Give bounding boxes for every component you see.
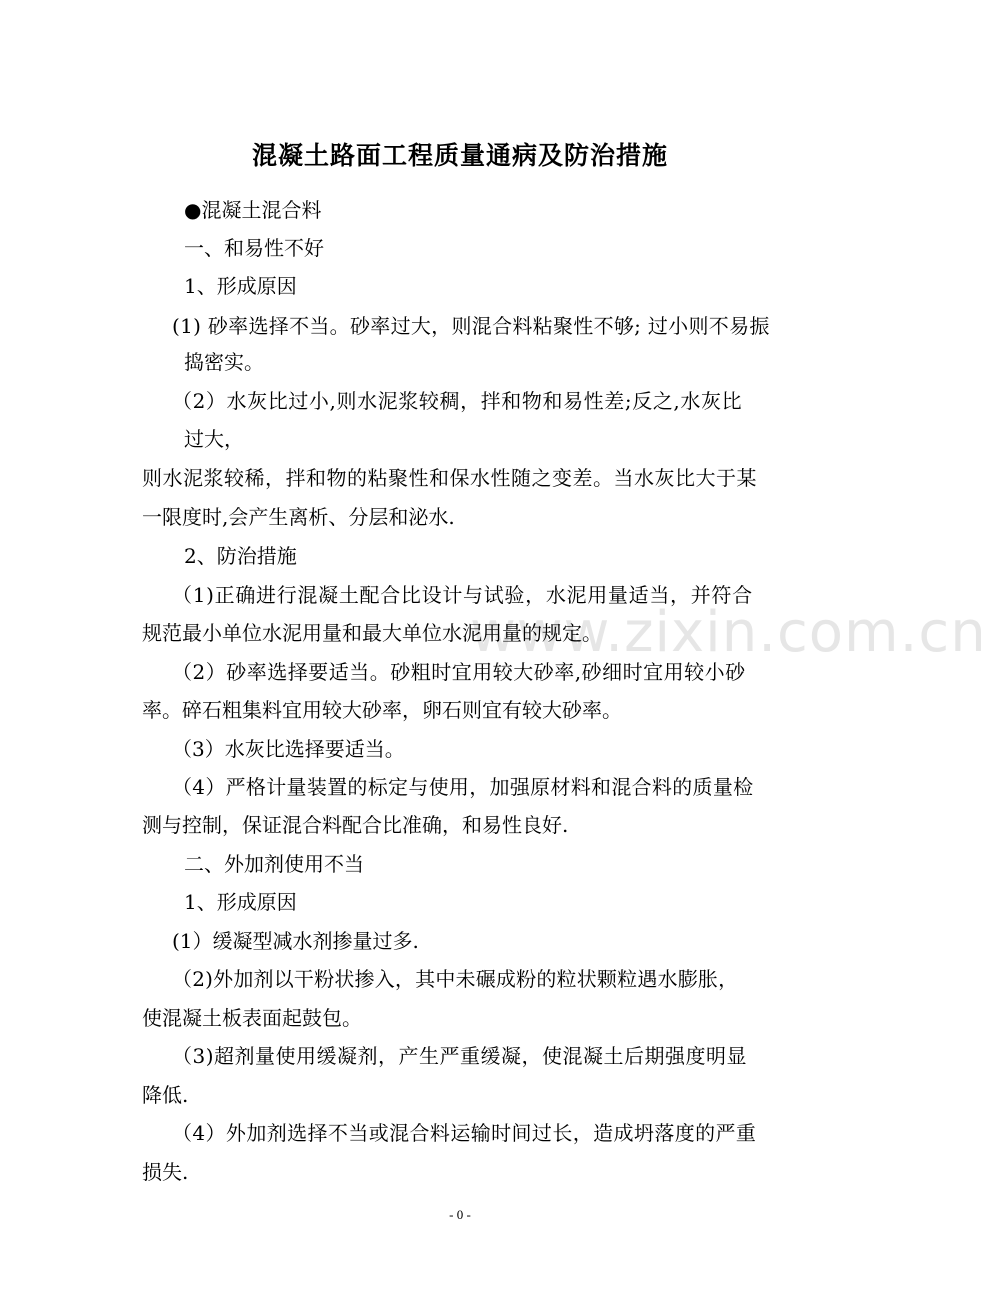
paragraph-line: 一限度时,会产生离析、分层和泌水. (142, 505, 455, 529)
paragraph-line: （4）外加剂选择不当或混合料运输时间过长，造成坍落度的严重 (172, 1121, 757, 1145)
paragraph-line: (1）缓凝型减水剂掺量过多. (172, 929, 419, 953)
paragraph-line: （3）水灰比选择要适当。 (172, 737, 405, 761)
paragraph-line: (1) 砂率选择不当。砂率过大，则混合料粘聚性不够; 过小则不易振 (172, 314, 770, 338)
watermark: www.zixin.com.cn (470, 600, 987, 665)
paragraph-line: （4）严格计量装置的标定与使用，加强原材料和混合料的质量检 (172, 775, 754, 799)
paragraph-line: 损失. (142, 1160, 189, 1184)
subheading: 1、形成原因 (184, 274, 297, 298)
paragraph-line: （3)超剂量使用缓凝剂，产生严重缓凝，使混凝土后期强度明显 (172, 1044, 748, 1068)
subheading: 1、形成原因 (184, 890, 297, 914)
paragraph-line: 则水泥浆较稀，拌和物的粘聚性和保水性随之变差。当水灰比大于某 (142, 466, 757, 490)
paragraph-line: 使混凝土板表面起鼓包。 (142, 1006, 362, 1030)
paragraph-line: （2）砂率选择要适当。砂粗时宜用较大砂率,砂细时宜用较小砂 (172, 660, 746, 684)
subsection-heading: 一、和易性不好 (184, 236, 324, 260)
paragraph-line: 率。碎石粗集料宜用较大砂率，卵石则宜有较大砂率。 (142, 698, 622, 722)
paragraph-line: 测与控制，保证混合料配合比准确，和易性良好. (142, 813, 569, 837)
paragraph-line: 过大， (184, 427, 244, 451)
paragraph-line: （2）水灰比过小,则水泥浆较稠，拌和物和易性差;反之,水灰比 (172, 389, 743, 413)
paragraph-line: 降低. (142, 1083, 189, 1107)
section-heading: ●混凝土混合料 (184, 198, 322, 222)
document-title: 混凝土路面工程质量通病及防治措施 (251, 141, 668, 170)
paragraph-line: 捣密实。 (184, 350, 264, 374)
paragraph-line: 规范最小单位水泥用量和最大单位水泥用量的规定。 (142, 621, 602, 645)
page-number: - 0 - (449, 1207, 471, 1222)
subsection-heading: 二、外加剂使用不当 (184, 852, 364, 876)
subheading: 2、防治措施 (184, 544, 297, 568)
paragraph-line: （1)正确进行混凝土配合比设计与试验，水泥用量适当，并符合 (172, 583, 753, 607)
paragraph-line: （2)外加剂以干粉状掺入，其中未碾成粉的粒状颗粒遇水膨胀， (172, 967, 739, 991)
